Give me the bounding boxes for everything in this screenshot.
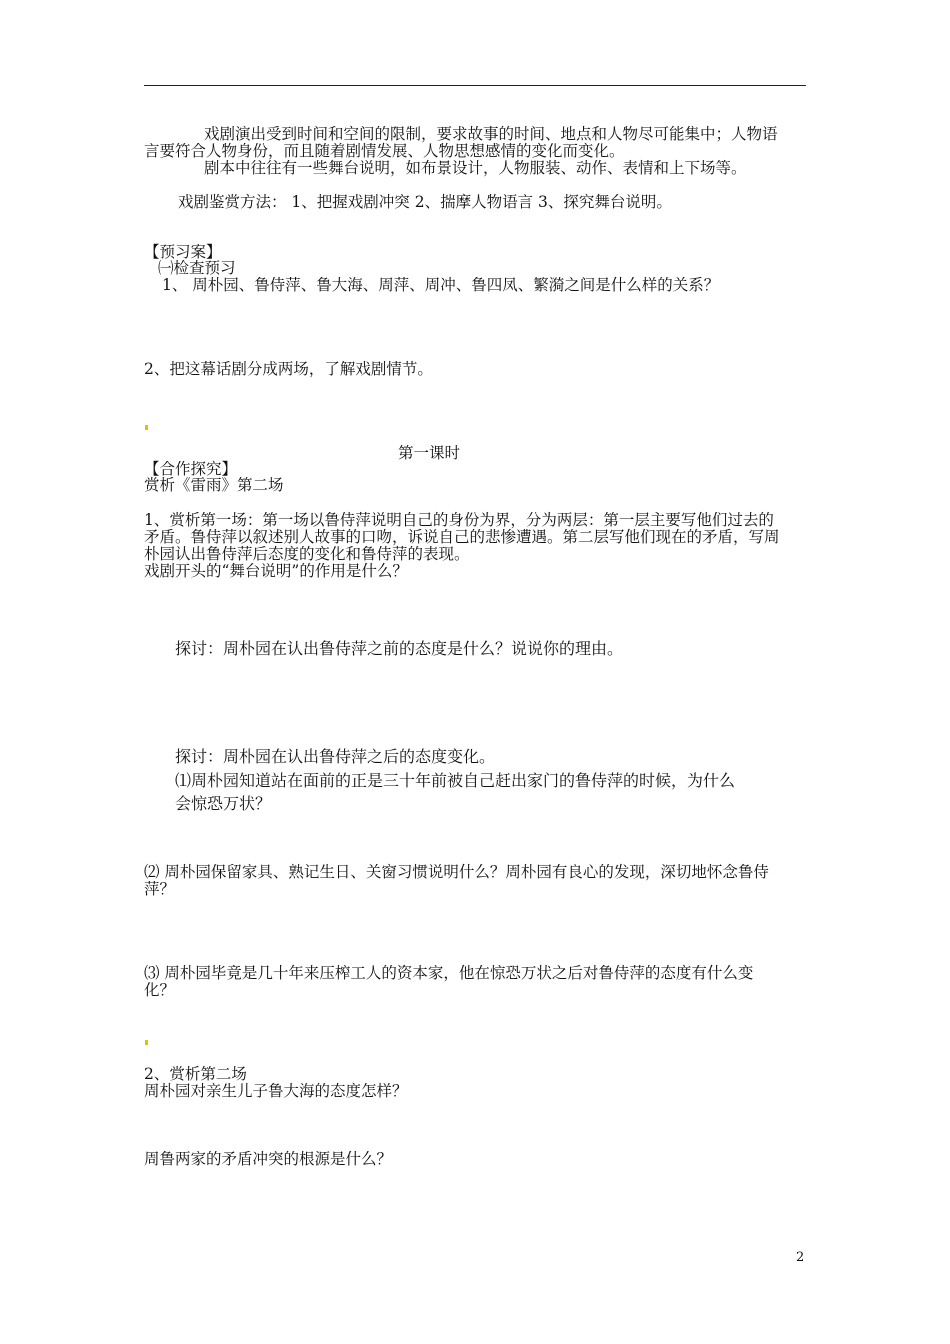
question-1-line-2: 会惊恐万状？ <box>175 794 272 813</box>
question-divide-scenes: 2、把这幕话剧分成两场，了解戏剧情节。 <box>144 360 433 378</box>
question-conflict-root: 周鲁两家的矛盾冲突的根源是什么？ <box>144 1150 393 1168</box>
margin-marker <box>145 425 148 430</box>
analysis-title: 赏析《雷雨》第二场 <box>144 476 284 494</box>
scene-two-heading: 2、赏析第二场 <box>144 1065 247 1083</box>
discussion-before: 探讨：周朴园在认出鲁侍萍之前的态度是什么？说说你的理由。 <box>175 639 624 658</box>
question-2-line-1: ⑵ 周朴园保留家具、熟记生日、关窗习惯说明什么？周朴园有良心的发现，深切地怀念鲁侍 <box>144 863 769 881</box>
question-son-attitude: 周朴园对亲生儿子鲁大海的态度怎样？ <box>144 1082 408 1100</box>
lesson-title: 第一课时 <box>398 444 461 462</box>
question-stage-direction: 戏剧开头的“舞台说明”的作用是什么？ <box>144 562 408 580</box>
scene-one-line-1: 1、赏析第一场：第一场以鲁侍萍说明自己的身份为界，分为两层：第一层主要写他们过去的 <box>144 511 774 529</box>
discussion-after: 探讨：周朴园在认出鲁侍萍之后的态度变化。 <box>175 747 496 766</box>
question-1-line-1: ⑴周朴园知道站在面前的正是三十年前被自己赶出家门的鲁侍萍的时候，为什么 <box>175 771 736 790</box>
question-3-line-1: ⑶ 周朴园毕竟是几十年来压榨工人的资本家，他在惊恐万状之后对鲁侍萍的态度有什么变 <box>144 964 754 982</box>
intro-line-2: 言要符合人物身份，而且随着剧情发展、人物思想感情的变化而变化。 <box>144 142 625 160</box>
question-2-line-2: 萍？ <box>144 880 176 898</box>
question-3-line-2: 化？ <box>144 981 176 999</box>
stage-direction-note: 剧本中往往有一些舞台说明，如布景设计，人物服装、动作、表情和上下场等。 <box>204 159 747 177</box>
intro-line-1: 戏剧演出受到时间和空间的限制，要求故事的时间、地点和人物尽可能集中；人物语 <box>204 125 778 143</box>
check-preview-subheading: ㈠检查预习 <box>158 259 236 277</box>
cooperative-heading: 【合作探究】 <box>144 460 238 478</box>
header-rule <box>144 85 806 86</box>
margin-marker <box>145 1040 148 1045</box>
page-number: 2 <box>796 1250 805 1265</box>
scene-one-line-3: 朴园认出鲁侍萍后态度的变化和鲁侍萍的表现。 <box>144 545 470 563</box>
preview-heading: 【预习案】 <box>144 243 222 261</box>
appreciation-methods: 戏剧鉴赏方法： 1、把握戏剧冲突 2、揣摩人物语言 3、探究舞台说明。 <box>178 193 672 211</box>
scene-one-line-2: 矛盾。鲁侍萍以叙述别人故事的口吻，诉说自己的悲惨遭遇。第二层写他们现在的矛盾，写周 <box>144 528 780 546</box>
question-relationships: 1、 周朴园、鲁侍萍、鲁大海、周萍、周冲、鲁四凤、繁漪之间是什么样的关系？ <box>162 276 720 294</box>
